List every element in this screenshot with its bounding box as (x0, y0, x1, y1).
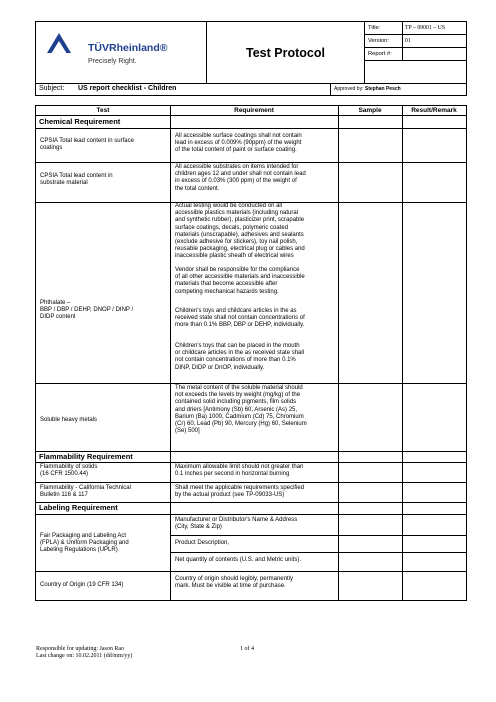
footer-last-change: Last change on: 10.02.2011 (dd/mm/yy) (36, 653, 133, 659)
section-labeling: Labeling Requirement (39, 503, 118, 512)
subject-row (35, 84, 467, 96)
brand-name: TÜVRheinland® (88, 42, 168, 54)
meta-version-row (365, 35, 466, 48)
origin-test: Country of Origin (19 CFR 134) (40, 582, 124, 588)
heavy-metals-req: The metal content of the soluble material should not exceeds the levels by weight (mg/kg) of the contained solid including pigments, film solids and driers [Antimony (Sb) 60, Arsenic (As) 25, Barium (Ba) 1000, Cadmium (Cd) 75, Chromium (Cr) 60, Lead (Pb) 90, Mercury (Hg) 60, Selenium (Se) 500] (175, 385, 307, 435)
section-flammability: Flammability Requirement (39, 452, 133, 461)
origin-req: Country of origin should legibly, permanently mark. Must be visible at time of purchase. (175, 576, 293, 590)
version-value: 01 (405, 38, 411, 44)
document-header (35, 21, 467, 84)
footer (36, 646, 132, 660)
fpla-test: Fair Packaging and Labeling Act (FPLA) & Uniform Packaging and Labeling Regulations (UPLR) (40, 533, 129, 554)
section-chemical: Chemical Requirement (39, 117, 121, 126)
report-label: Report #: (368, 51, 392, 57)
flam-ca-req: Shall meet the applicable requirements specified by the actual product (see TP-09033-US) (175, 485, 305, 499)
cpsia-surface-req: All accessible surface coatings shall not contain lead in excess of 0.009% (90ppm) of the weight of the total content of paint or surface coating. (175, 133, 302, 154)
flam-solids-req: Maximum allowable limit should not greater than 0.1 inches per second in horizontal burning (175, 464, 304, 478)
phthalate-req-3: Children's toys and childcare articles in the as received state shall not contain concentrations of more than 0.1% BBP, DBP or DEHP, individually. (175, 308, 305, 329)
fpla-req-net-quantity: Net quantity of contents (U.S. and Metric units). (175, 557, 302, 563)
phthalate-test: Phthalate – BBP / DBP / DEHP, DNOP / DINP / DIDP content (40, 300, 134, 321)
title-value: TP – 09001 – US (405, 25, 446, 31)
phthalate-req-1: Actual testing would be conducted on all accessible plastics materials (including natural and synthetic rubber), plasticizer print, scrapable surface coatings, decals, polymeric coated materials (unscrapable), adhesives and sealants (exclude adhesive for stickers), toy nail polish, reusable packaging, electrical plug or cables and inaccessible plastic sheath of electrical wires (175, 203, 305, 260)
meta-report-row (365, 48, 466, 61)
col-header-sample: Sample (358, 107, 382, 114)
phthalate-req-4: Children's toys that can be placed in the mouth or childcare articles in the as received state shall not contain concentrations of more than 0.1% DINP, DIDP or DnOP, individually. (175, 343, 305, 371)
cpsia-surface-test: CPSIA Total lead content in surface coatings (40, 138, 134, 152)
col-header-result: Result/Remark (411, 107, 457, 114)
meta-title-row (365, 22, 466, 35)
fpla-req-description: Product Description, (175, 540, 230, 546)
cpsia-substrate-req: All accessible substrates on items intended for children ages 12 and under shall not contain lead in excess of 0.03% (300 ppm) of the weight of the total content. (175, 164, 306, 192)
meta-cell (365, 22, 466, 83)
flam-solids-test: Flammability of solids (16 CFR 1500.44) (40, 464, 98, 478)
tuv-logo-inner-icon (51, 41, 67, 54)
brand-tagline: Precisely Right. (88, 58, 137, 65)
page-number: 1 of 4 (240, 646, 254, 652)
title-label: Title: (368, 25, 381, 31)
heavy-metals-test: Soluble heavy metals (40, 417, 98, 423)
col-header-test: Test (96, 107, 110, 114)
version-label: Version: (368, 38, 389, 44)
subject-label: Subject: (39, 85, 65, 92)
protocol-title: Test Protocol (207, 22, 365, 83)
phthalate-req-2: Vendor shall be responsible for the compliance of all other accessible materials and inaccessible materials that become accessible after competing mechanical hazards testing. (175, 267, 305, 295)
checklist-table (35, 105, 467, 601)
approved-value: Stephan Pesch (364, 86, 401, 92)
fpla-req-name-address: Manufacturer or Distributor's Name & Address (City, State & Zip) (175, 517, 298, 531)
footer-responsible: Responsible for updating: Jason Rao (36, 646, 124, 652)
approved-label: Approved by: (334, 86, 364, 92)
subject-value: US report checklist - Children (78, 85, 177, 92)
cpsia-substrate-test: CPSIA Total lead content in substrate material (40, 173, 113, 187)
flam-ca-test: Flammability - California Technical Bulletin 116 & 117 (40, 485, 131, 499)
approved-by (330, 84, 401, 95)
logo-cell (36, 22, 207, 83)
col-header-requirement: Requirement (234, 107, 274, 114)
